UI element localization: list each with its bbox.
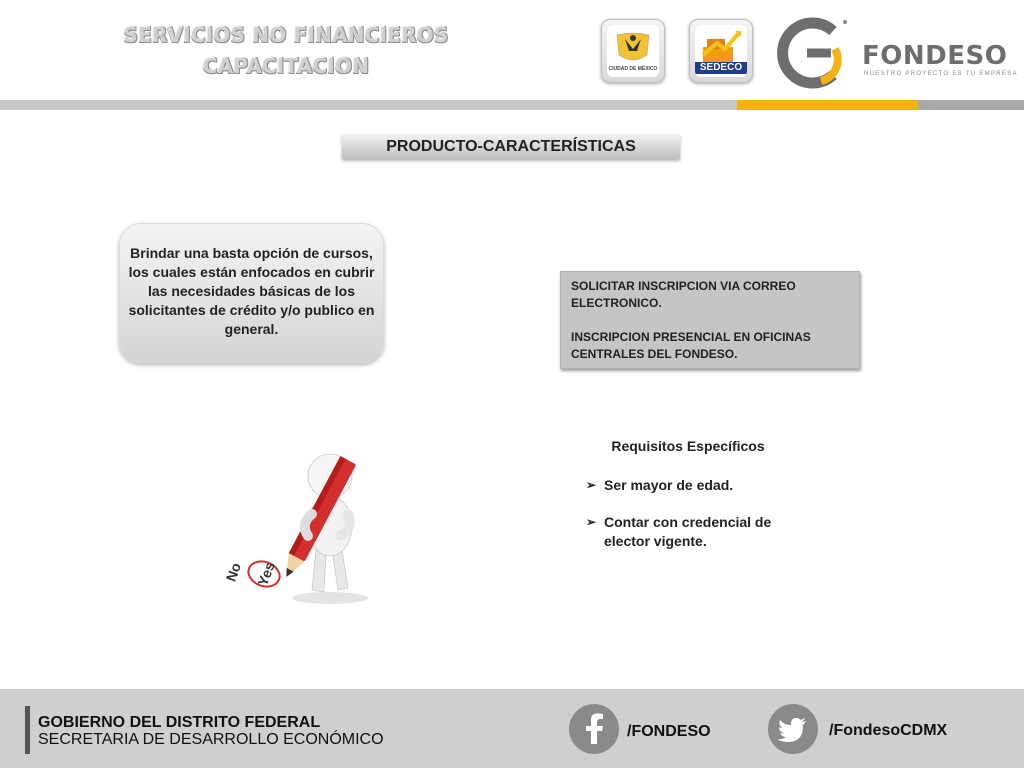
registration-info-box xyxy=(560,271,860,369)
header-divider-yellow xyxy=(737,100,918,110)
option-no-label: No xyxy=(222,560,245,584)
cdmx-logo-text: CIUDAD DE MÉXICO xyxy=(608,66,658,72)
footer-accent-bar xyxy=(25,706,30,754)
requirements-list xyxy=(586,476,786,569)
list-item xyxy=(586,513,786,551)
registration-inperson-text: INSCRIPCION PRESENCIAL EN OFICINAS CENTRALES DEL FONDESO. xyxy=(571,330,811,361)
option-yes-label: Yes xyxy=(254,559,278,589)
facebook-link[interactable]: /FONDESO xyxy=(627,723,711,740)
requirement-text: Ser mayor de edad. xyxy=(604,477,734,493)
person-with-pencil-icon xyxy=(220,440,380,610)
government-name: GOBIERNO DEL DISTRITO FEDERAL xyxy=(38,714,321,731)
facebook-icon[interactable] xyxy=(569,704,619,754)
illustration xyxy=(220,440,380,610)
title-line-2: CAPACITACION xyxy=(202,54,370,78)
arrow-bullet-icon: ➢ xyxy=(586,515,597,529)
fondeso-logo-text: FONDESO xyxy=(862,41,1008,71)
twitter-link[interactable]: /FondesoCDMX xyxy=(829,722,948,739)
requirement-text: Contar con credencial de elector vigente. xyxy=(604,514,772,549)
requirements-title: Requisitos Específicos xyxy=(611,438,765,454)
description-text: Brindar una basta opción de cursos, los cuales están enfocados en cubrir las necesidades básicas de los solicitantes de crédito y/o publico en general. xyxy=(128,245,375,337)
cdmx-logo xyxy=(601,19,665,83)
registration-email-text: SOLICITAR INSCRIPCION VIA CORREO ELECTRONICO. xyxy=(571,279,796,310)
fondeso-logo-icon xyxy=(777,17,849,89)
header-divider-gray xyxy=(0,100,737,110)
description-bubble xyxy=(119,223,384,363)
secretariat-name: SECRETARIA DE DESARROLLO ECONÓMICO xyxy=(38,731,384,748)
title-line-1: SERVICIOS NO FINANCIEROS xyxy=(123,23,449,47)
arrow-bullet-icon: ➢ xyxy=(586,478,597,492)
twitter-icon[interactable] xyxy=(768,704,818,754)
sedeco-logo-text: SEDECO xyxy=(695,62,747,74)
sedeco-logo xyxy=(689,19,753,83)
page-title xyxy=(100,20,472,82)
list-item xyxy=(586,476,786,495)
fondeso-tagline: NUESTRO PROYECTO ES TU EMPRESA xyxy=(864,71,1018,77)
header-divider-gray-right xyxy=(918,100,1024,110)
section-title: PRODUCTO-CARACTERÍSTICAS xyxy=(342,134,680,159)
